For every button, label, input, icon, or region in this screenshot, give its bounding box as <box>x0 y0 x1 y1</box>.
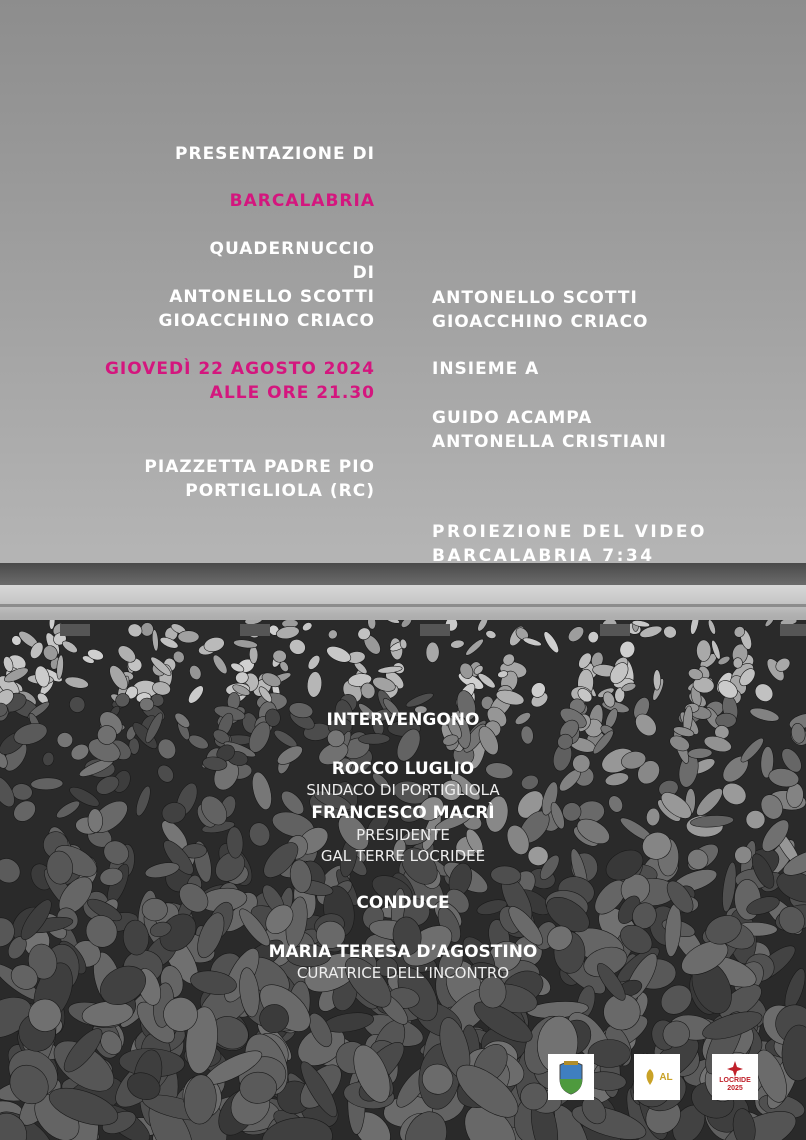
locride-2025-logo <box>712 1054 758 1100</box>
stone <box>653 670 660 690</box>
stone <box>178 631 199 643</box>
sky-background <box>0 0 806 566</box>
interventions-heading: INTERVENGONO <box>326 710 480 730</box>
person-1-name: ROCCO LUGLIO <box>331 759 475 779</box>
speaker-1: ANTONELLO SCOTTI <box>432 288 638 308</box>
event-date-time <box>105 357 375 405</box>
guests <box>432 406 667 454</box>
video-screening <box>432 520 707 568</box>
book-subtitle <box>158 237 375 333</box>
stone <box>733 658 743 669</box>
stone <box>358 733 390 744</box>
moderator-heading: CONDUCE <box>356 893 450 913</box>
presentation-label: PRESENTAZIONE DI <box>175 144 375 164</box>
rail-clip <box>420 624 450 636</box>
star-icon <box>727 1061 743 1077</box>
gal-terre-locridee-logo <box>634 1054 680 1100</box>
moderator-role: CURATRICE DELL’INCONTRO <box>296 964 510 982</box>
leaf-icon <box>641 1067 659 1087</box>
person-2-role-1: PRESIDENTE <box>356 826 450 844</box>
venue: PIAZZETTA PADRE PIO <box>144 457 375 477</box>
subtitle-line-1: QUADERNUCCIO <box>209 239 375 259</box>
book-title: BARCALABRIA <box>229 191 375 211</box>
rail-clip <box>240 624 270 636</box>
event-location <box>144 455 375 503</box>
guest-1: GUIDO ACAMPA <box>432 408 593 428</box>
moderator-name: MARIA TERESA D’AGOSTINO <box>268 942 538 962</box>
person-1-role: SINDACO DI PORTIGLIOLA <box>306 781 500 799</box>
locride-logo-title: LOCRIDE <box>719 1077 751 1084</box>
guest-2: ANTONELLA CRISTIANI <box>432 432 667 452</box>
gal-logo-text: AL <box>659 1071 673 1083</box>
rail-clip <box>780 624 806 636</box>
locride-logo-year: 2025 <box>727 1085 743 1092</box>
stone <box>588 1040 630 1068</box>
person-2-role-2: GAL TERRE LOCRIDEE <box>320 847 486 865</box>
stone <box>426 642 440 663</box>
crest-icon <box>556 1059 586 1095</box>
subtitle-line-2: DI <box>352 263 375 283</box>
author-1: ANTONELLO SCOTTI <box>169 287 375 307</box>
person-2-name: FRANCESCO MACRÌ <box>311 803 495 823</box>
speakers <box>432 286 649 334</box>
stones-background <box>0 620 806 1140</box>
municipality-crest-logo <box>548 1054 594 1100</box>
event-time: ALLE ORE 21.30 <box>209 383 375 403</box>
event-date: GIOVEDÌ 22 AGOSTO 2024 <box>104 359 375 379</box>
rail-clip <box>60 624 90 636</box>
video-line-2: BARCALABRIA 7:34 <box>432 546 655 566</box>
stone <box>697 640 711 662</box>
speaker-2: GIOACCHINO CRIACO <box>432 312 649 332</box>
author-2: GIOACCHINO CRIACO <box>158 311 375 331</box>
with-label: INSIEME A <box>432 359 540 379</box>
seawall-edge <box>0 604 806 607</box>
video-line-1: PROIEZIONE DEL VIDEO <box>432 522 707 542</box>
rail-clip <box>600 624 630 636</box>
town: PORTIGLIOLA (RC) <box>185 481 375 501</box>
